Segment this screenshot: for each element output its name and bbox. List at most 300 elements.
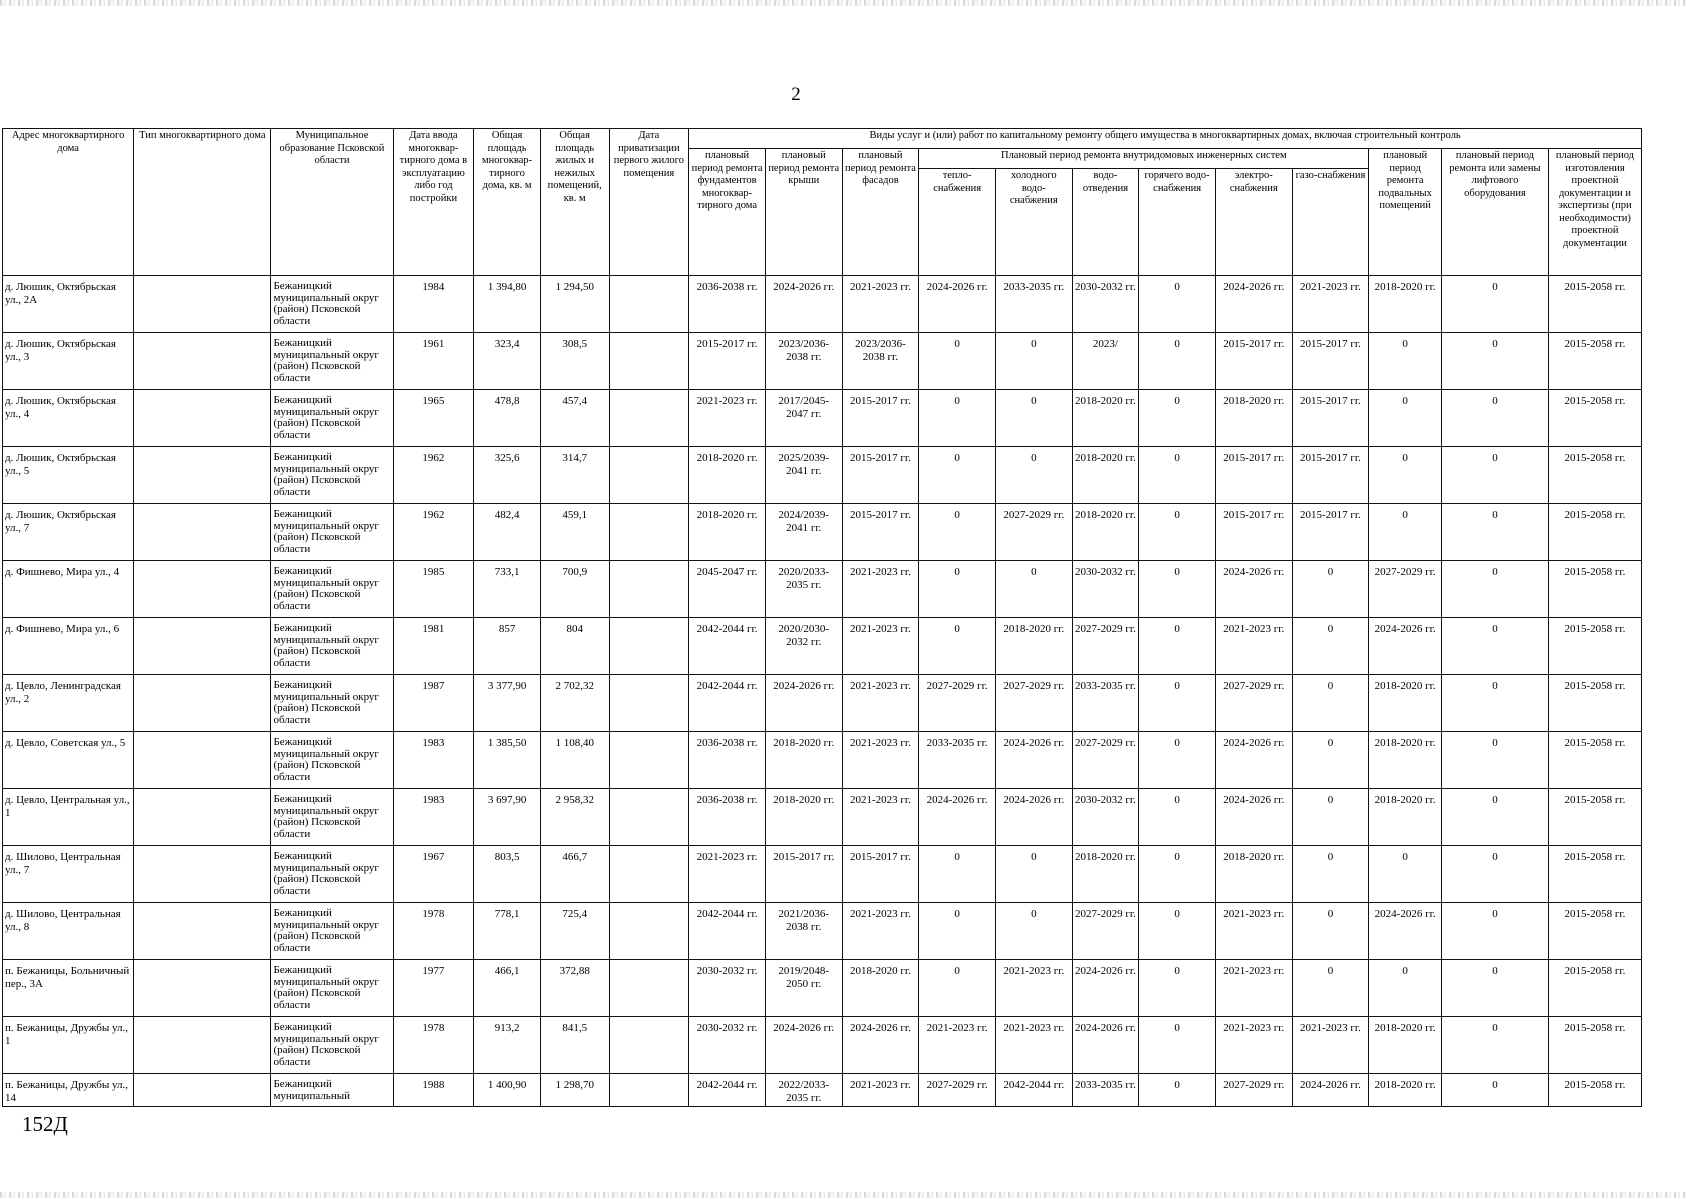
cell-project-docs: 2015-2058 гг.: [1548, 447, 1641, 504]
document-code: 152Д: [22, 1112, 68, 1136]
cell-year: 1961: [393, 333, 474, 390]
cell-project-docs: 2015-2058 гг.: [1548, 960, 1641, 1017]
page-number: 2: [791, 84, 801, 105]
cell-facade: 2021-2023 гг.: [842, 675, 919, 732]
cell-heat: 2033-2035 гг.: [919, 732, 996, 789]
cell-foundation: 2030-2032 гг.: [689, 1017, 766, 1074]
cell-electric: 2024-2026 гг.: [1215, 789, 1292, 846]
cell-basement: 2024-2026 гг.: [1369, 903, 1442, 960]
cell-roof: 2024/2039-2041 гг.: [765, 504, 842, 561]
cell-address: д. Люшик, Октябрьская ул., 4: [3, 390, 134, 447]
header-gas: газо-снабжения: [1292, 169, 1369, 276]
cell-foundation: 2042-2044 гг.: [689, 903, 766, 960]
cell-roof: 2020/2033-2035 гг.: [765, 561, 842, 618]
cell-basement: 2018-2020 гг.: [1369, 789, 1442, 846]
cell-type: [134, 846, 271, 903]
cell-privatization: [609, 1074, 689, 1107]
cell-drainage: 2030-2032 гг.: [1072, 561, 1139, 618]
cell-living-area: 804: [540, 618, 609, 675]
cell-heat: 0: [919, 903, 996, 960]
cell-roof: 2018-2020 гг.: [765, 732, 842, 789]
cell-project-docs: 2015-2058 гг.: [1548, 276, 1641, 333]
cell-cold-water: 0: [995, 846, 1072, 903]
cell-elevator: 0: [1441, 789, 1548, 846]
table-row: [3, 504, 1642, 561]
cell-type: [134, 732, 271, 789]
cell-address: д. Шилово, Центральная ул., 8: [3, 903, 134, 960]
cell-heat: 0: [919, 390, 996, 447]
cell-foundation: 2021-2023 гг.: [689, 846, 766, 903]
cell-heat: 0: [919, 846, 996, 903]
cell-heat: 2024-2026 гг.: [919, 789, 996, 846]
cell-cold-water: 2024-2026 гг.: [995, 732, 1072, 789]
cell-address: п. Бежаницы, Дружбы ул., 1: [3, 1017, 134, 1074]
cell-drainage: 2018-2020 гг.: [1072, 846, 1139, 903]
cell-elevator: 0: [1441, 447, 1548, 504]
cell-roof: 2025/2039-2041 гг.: [765, 447, 842, 504]
cell-elevator: 0: [1441, 390, 1548, 447]
cell-gas: 0: [1292, 846, 1369, 903]
cell-facade: 2021-2023 гг.: [842, 276, 919, 333]
header-municipality: Муниципальное образование Псковской области: [271, 129, 393, 276]
cell-type: [134, 1074, 271, 1107]
cell-roof: 2024-2026 гг.: [765, 1017, 842, 1074]
cell-year: 1978: [393, 903, 474, 960]
header-privatization: Дата приватизации первого жилого помещения: [609, 129, 689, 276]
cell-gas: 0: [1292, 903, 1369, 960]
cell-heat: 0: [919, 504, 996, 561]
cell-project-docs: 2015-2058 гг.: [1548, 504, 1641, 561]
cell-heat: 0: [919, 447, 996, 504]
header-total-area: Общая площадь многоквар-тирного дома, кв. м: [474, 129, 541, 276]
cell-cold-water: 2024-2026 гг.: [995, 789, 1072, 846]
cell-gas: 2015-2017 гг.: [1292, 390, 1369, 447]
cell-heat: 0: [919, 618, 996, 675]
cell-drainage: 2018-2020 гг.: [1072, 447, 1139, 504]
cell-municipality: Бежаницкий муниципальный округ (район) Псковской области: [271, 1017, 393, 1074]
cell-type: [134, 276, 271, 333]
cell-gas: 0: [1292, 960, 1369, 1017]
cell-gas: 0: [1292, 618, 1369, 675]
cell-living-area: 372,88: [540, 960, 609, 1017]
header-project-docs: плановый период изготовления проектной документации и экспертизы (при необходимости) проектной документации: [1548, 149, 1641, 276]
cell-total-area: 3 697,90: [474, 789, 541, 846]
cell-foundation: 2018-2020 гг.: [689, 504, 766, 561]
cell-basement: 2018-2020 гг.: [1369, 675, 1442, 732]
cell-roof: 2020/2030-2032 гг.: [765, 618, 842, 675]
cell-year: 1984: [393, 276, 474, 333]
cell-basement: 0: [1369, 333, 1442, 390]
cell-municipality: Бежаницкий муниципальный округ (район) Псковской области: [271, 960, 393, 1017]
cell-foundation: 2018-2020 гг.: [689, 447, 766, 504]
cell-address: д. Люшик, Октябрьская ул., 5: [3, 447, 134, 504]
header-heat: тепло-снабжения: [919, 169, 996, 276]
cell-total-area: 778,1: [474, 903, 541, 960]
cell-cold-water: 2021-2023 гг.: [995, 960, 1072, 1017]
cell-drainage: 2024-2026 гг.: [1072, 960, 1139, 1017]
cell-living-area: 725,4: [540, 903, 609, 960]
cell-type: [134, 447, 271, 504]
cell-basement: 0: [1369, 960, 1442, 1017]
cell-type: [134, 390, 271, 447]
cell-year: 1977: [393, 960, 474, 1017]
cell-cold-water: 2027-2029 гг.: [995, 675, 1072, 732]
cell-hot-water: 0: [1139, 390, 1216, 447]
cell-living-area: 466,7: [540, 846, 609, 903]
cell-cold-water: 0: [995, 561, 1072, 618]
cell-gas: 2021-2023 гг.: [1292, 276, 1369, 333]
cell-elevator: 0: [1441, 1074, 1548, 1107]
cell-living-area: 459,1: [540, 504, 609, 561]
cell-year: 1988: [393, 1074, 474, 1107]
cell-electric: 2024-2026 гг.: [1215, 276, 1292, 333]
cell-foundation: 2015-2017 гг.: [689, 333, 766, 390]
cell-cold-water: 2021-2023 гг.: [995, 1017, 1072, 1074]
cell-elevator: 0: [1441, 333, 1548, 390]
header-elevator: плановый период ремонта или замены лифтового оборудования: [1441, 149, 1548, 276]
table-row: [3, 732, 1642, 789]
cell-foundation: 2042-2044 гг.: [689, 675, 766, 732]
cell-facade: 2015-2017 гг.: [842, 846, 919, 903]
cell-elevator: 0: [1441, 960, 1548, 1017]
cell-heat: 2021-2023 гг.: [919, 1017, 996, 1074]
cell-total-area: 1 394,80: [474, 276, 541, 333]
cell-electric: 2024-2026 гг.: [1215, 732, 1292, 789]
cell-electric: 2015-2017 гг.: [1215, 504, 1292, 561]
cell-living-area: 1 294,50: [540, 276, 609, 333]
cell-drainage: 2024-2026 гг.: [1072, 1017, 1139, 1074]
header-address: Адрес многоквартирного дома: [3, 129, 134, 276]
cell-heat: 0: [919, 561, 996, 618]
cell-project-docs: 2015-2058 гг.: [1548, 789, 1641, 846]
cell-municipality: Бежаницкий муниципальный округ (район) Псковской области: [271, 675, 393, 732]
cell-address: п. Бежаницы, Больничный пер., 3А: [3, 960, 134, 1017]
cell-basement: 2027-2029 гг.: [1369, 561, 1442, 618]
cell-electric: 2021-2023 гг.: [1215, 618, 1292, 675]
table-row: [3, 1074, 1642, 1107]
cell-foundation: 2036-2038 гг.: [689, 276, 766, 333]
cell-cold-water: 2018-2020 гг.: [995, 618, 1072, 675]
cell-electric: 2021-2023 гг.: [1215, 1017, 1292, 1074]
cell-basement: 2018-2020 гг.: [1369, 732, 1442, 789]
cell-year: 1981: [393, 618, 474, 675]
cell-privatization: [609, 504, 689, 561]
table-row: [3, 960, 1642, 1017]
cell-total-area: 857: [474, 618, 541, 675]
cell-address: д. Цевло, Советская ул., 5: [3, 732, 134, 789]
cell-drainage: 2033-2035 гг.: [1072, 675, 1139, 732]
cell-living-area: 314,7: [540, 447, 609, 504]
header-drainage: водо-отведения: [1072, 169, 1139, 276]
cell-drainage: 2023/: [1072, 333, 1139, 390]
cell-cold-water: 0: [995, 390, 1072, 447]
cell-elevator: 0: [1441, 675, 1548, 732]
cell-gas: 2015-2017 гг.: [1292, 447, 1369, 504]
cell-drainage: 2018-2020 гг.: [1072, 390, 1139, 447]
cell-electric: 2021-2023 гг.: [1215, 960, 1292, 1017]
cell-foundation: 2036-2038 гг.: [689, 732, 766, 789]
cell-gas: 0: [1292, 675, 1369, 732]
cell-heat: 2027-2029 гг.: [919, 1074, 996, 1107]
cell-year: 1962: [393, 447, 474, 504]
cell-address: д. Цевло, Ленинградская ул., 2: [3, 675, 134, 732]
cell-drainage: 2027-2029 гг.: [1072, 903, 1139, 960]
cell-municipality: Бежаницкий муниципальный округ (район) Псковской области: [271, 903, 393, 960]
cell-facade: 2021-2023 гг.: [842, 903, 919, 960]
cell-municipality: Бежаницкий муниципальный округ (район) Псковской области: [271, 390, 393, 447]
cell-electric: 2015-2017 гг.: [1215, 333, 1292, 390]
cell-type: [134, 561, 271, 618]
cell-type: [134, 618, 271, 675]
cell-hot-water: 0: [1139, 1017, 1216, 1074]
cell-address: д. Люшик, Октябрьская ул., 7: [3, 504, 134, 561]
table-row: [3, 675, 1642, 732]
header-foundation: плановый период ремонта фундаментов многоквар-тирного дома: [689, 149, 766, 276]
cell-type: [134, 903, 271, 960]
cell-municipality: Бежаницкий муниципальный округ (район) Псковской области: [271, 504, 393, 561]
header-living-area: Общая площадь жилых и нежилых помещений, кв. м: [540, 129, 609, 276]
cell-facade: 2021-2023 гг.: [842, 732, 919, 789]
cell-year: 1962: [393, 504, 474, 561]
cell-facade: 2021-2023 гг.: [842, 789, 919, 846]
header-year: Дата ввода многоквар-тирного дома в эксплуатацию либо год постройки: [393, 129, 474, 276]
cell-elevator: 0: [1441, 846, 1548, 903]
cell-privatization: [609, 447, 689, 504]
cell-privatization: [609, 390, 689, 447]
cell-project-docs: 2015-2058 гг.: [1548, 1017, 1641, 1074]
cell-privatization: [609, 732, 689, 789]
cell-year: 1967: [393, 846, 474, 903]
cell-privatization: [609, 960, 689, 1017]
cell-address: д. Люшик, Октябрьская ул., 2А: [3, 276, 134, 333]
cell-living-area: 841,5: [540, 1017, 609, 1074]
cell-roof: 2017/2045-2047 гг.: [765, 390, 842, 447]
cell-facade: 2015-2017 гг.: [842, 447, 919, 504]
cell-privatization: [609, 276, 689, 333]
cell-hot-water: 0: [1139, 276, 1216, 333]
cell-basement: 2018-2020 гг.: [1369, 1074, 1442, 1107]
cell-roof: 2023/2036-2038 гг.: [765, 333, 842, 390]
cell-basement: 0: [1369, 504, 1442, 561]
cell-elevator: 0: [1441, 276, 1548, 333]
table-row: [3, 276, 1642, 333]
cell-address: п. Бежаницы, Дружбы ул., 14: [3, 1074, 134, 1107]
cell-drainage: 2027-2029 гг.: [1072, 618, 1139, 675]
cell-project-docs: 2015-2058 гг.: [1548, 618, 1641, 675]
cell-hot-water: 0: [1139, 732, 1216, 789]
cell-cold-water: 0: [995, 333, 1072, 390]
cell-total-area: 733,1: [474, 561, 541, 618]
cell-gas: 2015-2017 гг.: [1292, 504, 1369, 561]
cell-electric: 2024-2026 гг.: [1215, 561, 1292, 618]
cell-basement: 0: [1369, 447, 1442, 504]
cell-living-area: 457,4: [540, 390, 609, 447]
cell-project-docs: 2015-2058 гг.: [1548, 333, 1641, 390]
cell-drainage: 2027-2029 гг.: [1072, 732, 1139, 789]
cell-type: [134, 960, 271, 1017]
cell-hot-water: 0: [1139, 447, 1216, 504]
table-row: [3, 561, 1642, 618]
cell-living-area: 1 108,40: [540, 732, 609, 789]
cell-privatization: [609, 789, 689, 846]
cell-elevator: 0: [1441, 903, 1548, 960]
cell-year: 1985: [393, 561, 474, 618]
cell-municipality: Бежаницкий муниципальный: [271, 1074, 393, 1107]
cell-foundation: 2036-2038 гг.: [689, 789, 766, 846]
cell-year: 1983: [393, 789, 474, 846]
cell-electric: 2018-2020 гг.: [1215, 846, 1292, 903]
cell-year: 1987: [393, 675, 474, 732]
cell-gas: 2021-2023 гг.: [1292, 1017, 1369, 1074]
cell-municipality: Бежаницкий муниципальный округ (район) Псковской области: [271, 846, 393, 903]
table-row: [3, 390, 1642, 447]
cell-hot-water: 0: [1139, 333, 1216, 390]
cell-heat: 2027-2029 гг.: [919, 675, 996, 732]
cell-total-area: 478,8: [474, 390, 541, 447]
cell-living-area: 2 958,32: [540, 789, 609, 846]
cell-drainage: 2018-2020 гг.: [1072, 504, 1139, 561]
cell-hot-water: 0: [1139, 960, 1216, 1017]
cell-project-docs: 2015-2058 гг.: [1548, 561, 1641, 618]
cell-basement: 2018-2020 гг.: [1369, 1017, 1442, 1074]
cell-project-docs: 2015-2058 гг.: [1548, 732, 1641, 789]
cell-foundation: 2042-2044 гг.: [689, 618, 766, 675]
cell-project-docs: 2015-2058 гг.: [1548, 1074, 1641, 1107]
cell-electric: 2027-2029 гг.: [1215, 1074, 1292, 1107]
cell-facade: 2021-2023 гг.: [842, 618, 919, 675]
cell-address: д. Люшик, Октябрьская ул., 3: [3, 333, 134, 390]
cell-heat: 0: [919, 333, 996, 390]
cell-facade: 2015-2017 гг.: [842, 504, 919, 561]
cell-privatization: [609, 903, 689, 960]
header-systems-group: Плановый период ремонта внутридомовых инженерных систем: [919, 149, 1369, 169]
cell-cold-water: 2027-2029 гг.: [995, 504, 1072, 561]
cell-basement: 0: [1369, 846, 1442, 903]
table-row: [3, 903, 1642, 960]
cell-privatization: [609, 675, 689, 732]
cell-gas: 0: [1292, 732, 1369, 789]
cell-cold-water: 0: [995, 447, 1072, 504]
cell-hot-water: 0: [1139, 675, 1216, 732]
cell-cold-water: 0: [995, 903, 1072, 960]
cell-living-area: 700,9: [540, 561, 609, 618]
cell-roof: 2018-2020 гг.: [765, 789, 842, 846]
cell-privatization: [609, 618, 689, 675]
table-row: [3, 846, 1642, 903]
cell-elevator: 0: [1441, 732, 1548, 789]
cell-cold-water: 2033-2035 гг.: [995, 276, 1072, 333]
cell-project-docs: 2015-2058 гг.: [1548, 846, 1641, 903]
table-row: [3, 333, 1642, 390]
cell-project-docs: 2015-2058 гг.: [1548, 390, 1641, 447]
cell-total-area: 913,2: [474, 1017, 541, 1074]
cell-gas: 2024-2026 гг.: [1292, 1074, 1369, 1107]
cell-facade: 2021-2023 гг.: [842, 1074, 919, 1107]
cell-type: [134, 333, 271, 390]
header-basement: плановый период ремонта подвальных помещений: [1369, 149, 1442, 276]
table-row: [3, 447, 1642, 504]
header-type: Тип многоквартирного дома: [134, 129, 271, 276]
cell-gas: 2015-2017 гг.: [1292, 333, 1369, 390]
cell-total-area: 1 385,50: [474, 732, 541, 789]
cell-municipality: Бежаницкий муниципальный округ (район) Псковской области: [271, 276, 393, 333]
cell-foundation: 2021-2023 гг.: [689, 390, 766, 447]
cell-living-area: 308,5: [540, 333, 609, 390]
cell-project-docs: 2015-2058 гг.: [1548, 903, 1641, 960]
cell-facade: 2021-2023 гг.: [842, 561, 919, 618]
cell-foundation: 2030-2032 гг.: [689, 960, 766, 1017]
cell-roof: 2024-2026 гг.: [765, 675, 842, 732]
cell-type: [134, 675, 271, 732]
cell-hot-water: 0: [1139, 1074, 1216, 1107]
cell-elevator: 0: [1441, 561, 1548, 618]
cell-elevator: 0: [1441, 504, 1548, 561]
cell-hot-water: 0: [1139, 618, 1216, 675]
header-electric: электро-снабжения: [1215, 169, 1292, 276]
cell-electric: 2027-2029 гг.: [1215, 675, 1292, 732]
cell-privatization: [609, 1017, 689, 1074]
cell-basement: 2018-2020 гг.: [1369, 276, 1442, 333]
cell-living-area: 2 702,32: [540, 675, 609, 732]
cell-facade: 2015-2017 гг.: [842, 390, 919, 447]
scan-edge-top: [0, 0, 1686, 6]
cell-total-area: 323,4: [474, 333, 541, 390]
cell-electric: 2015-2017 гг.: [1215, 447, 1292, 504]
header-works-group: Виды услуг и (или) работ по капитальному ремонту общего имущества в многоквартирных домах, включая строительный контроль: [689, 129, 1642, 149]
cell-municipality: Бежаницкий муниципальный округ (район) Псковской области: [271, 561, 393, 618]
header-cold-water: холодного водо-снабжения: [995, 169, 1072, 276]
cell-address: д. Цевло, Центральная ул., 1: [3, 789, 134, 846]
header-hot-water: горячего водо-снабжения: [1139, 169, 1216, 276]
cell-basement: 0: [1369, 390, 1442, 447]
table-row: [3, 618, 1642, 675]
cell-electric: 2018-2020 гг.: [1215, 390, 1292, 447]
cell-roof: 2015-2017 гг.: [765, 846, 842, 903]
cell-cold-water: 2042-2044 гг.: [995, 1074, 1072, 1107]
cell-gas: 0: [1292, 789, 1369, 846]
cell-drainage: 2033-2035 гг.: [1072, 1074, 1139, 1107]
table-row: [3, 1017, 1642, 1074]
cell-type: [134, 789, 271, 846]
cell-address: д. Фишнево, Мира ул., 4: [3, 561, 134, 618]
cell-hot-water: 0: [1139, 561, 1216, 618]
cell-total-area: 482,4: [474, 504, 541, 561]
cell-type: [134, 504, 271, 561]
cell-roof: 2021/2036-2038 гг.: [765, 903, 842, 960]
cell-facade: 2018-2020 гг.: [842, 960, 919, 1017]
cell-hot-water: 0: [1139, 789, 1216, 846]
cell-gas: 0: [1292, 561, 1369, 618]
cell-roof: 2019/2048-2050 гг.: [765, 960, 842, 1017]
cell-total-area: 3 377,90: [474, 675, 541, 732]
cell-total-area: 325,6: [474, 447, 541, 504]
cell-hot-water: 0: [1139, 846, 1216, 903]
cell-privatization: [609, 333, 689, 390]
cell-total-area: 803,5: [474, 846, 541, 903]
cell-drainage: 2030-2032 гг.: [1072, 276, 1139, 333]
cell-electric: 2021-2023 гг.: [1215, 903, 1292, 960]
cell-municipality: Бежаницкий муниципальный округ (район) Псковской области: [271, 732, 393, 789]
cell-elevator: 0: [1441, 618, 1548, 675]
cell-hot-water: 0: [1139, 903, 1216, 960]
cell-hot-water: 0: [1139, 504, 1216, 561]
cell-elevator: 0: [1441, 1017, 1548, 1074]
cell-basement: 2024-2026 гг.: [1369, 618, 1442, 675]
cell-total-area: 466,1: [474, 960, 541, 1017]
cell-municipality: Бежаницкий муниципальный округ (район) Псковской области: [271, 447, 393, 504]
cell-roof: 2024-2026 гг.: [765, 276, 842, 333]
cell-heat: 0: [919, 960, 996, 1017]
